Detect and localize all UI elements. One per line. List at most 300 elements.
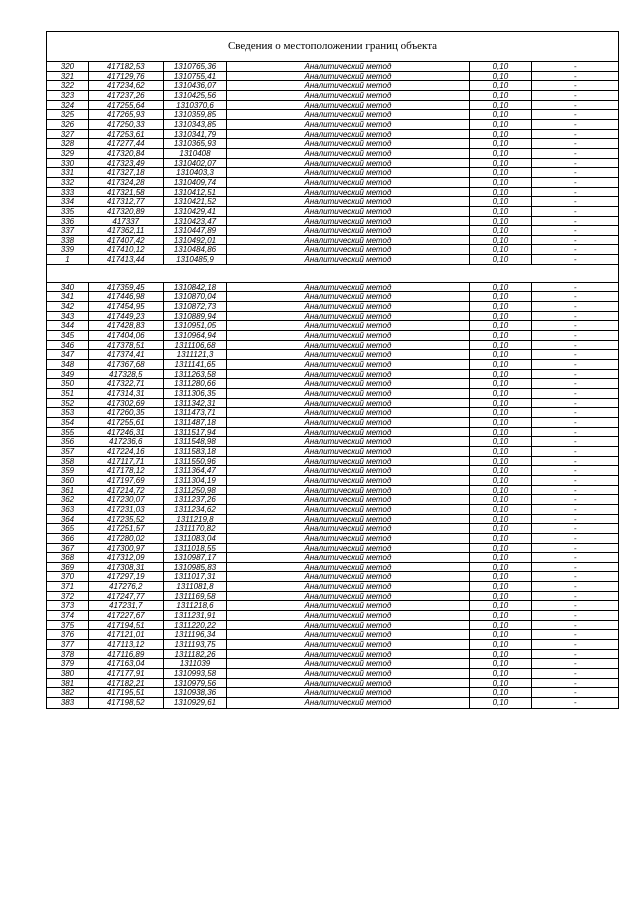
point-number-cell: 370 — [47, 572, 89, 581]
point-number-cell: 346 — [47, 341, 89, 350]
x-coordinate-cell: 417407,42 — [89, 236, 164, 245]
x-coordinate-cell: 417327,18 — [89, 168, 164, 177]
x-coordinate-cell: 417237,26 — [89, 91, 164, 100]
point-number-cell: 363 — [47, 505, 89, 514]
accuracy-cell: 0,10 — [470, 168, 533, 177]
method-cell: Аналитический метод — [227, 611, 469, 620]
point-number-cell: 331 — [47, 168, 89, 177]
method-cell: Аналитический метод — [227, 62, 469, 71]
point-number-cell: 378 — [47, 650, 89, 659]
table-row — [47, 197, 618, 207]
table-row — [47, 592, 618, 602]
method-cell: Аналитический метод — [227, 101, 469, 110]
note-cell: - — [573, 601, 577, 611]
point-number-cell: 351 — [47, 389, 89, 398]
y-coordinate-cell: 1310889,94 — [164, 312, 228, 321]
accuracy-cell: 0,10 — [470, 553, 533, 562]
accuracy-cell: 0,10 — [470, 379, 533, 388]
method-cell: Аналитический метод — [227, 408, 469, 417]
table-row — [47, 149, 618, 159]
method-cell: Аналитический метод — [227, 370, 469, 379]
point-number-cell: 372 — [47, 592, 89, 601]
x-coordinate-cell: 417116,89 — [89, 650, 164, 659]
table-row — [47, 379, 618, 389]
point-number-cell: 374 — [47, 611, 89, 620]
note-cell: - — [573, 119, 577, 129]
table-row — [47, 601, 618, 611]
accuracy-cell: 0,10 — [470, 572, 533, 581]
method-cell: Аналитический метод — [227, 601, 469, 610]
y-coordinate-cell: 1311039 — [164, 659, 228, 668]
table-row — [47, 640, 618, 650]
table-row — [47, 110, 618, 120]
y-coordinate-cell: 1311121,3 — [164, 350, 228, 359]
x-coordinate-cell: 417121,01 — [89, 630, 164, 639]
y-coordinate-cell: 1311083,04 — [164, 534, 228, 543]
accuracy-cell: 0,10 — [470, 399, 533, 408]
method-cell: Аналитический метод — [227, 217, 469, 226]
point-number-cell: 366 — [47, 534, 89, 543]
note-cell: - — [573, 698, 577, 707]
table-row — [47, 457, 618, 467]
x-coordinate-cell: 417321,58 — [89, 188, 164, 197]
y-coordinate-cell: 1311017,31 — [164, 572, 228, 581]
table-row — [47, 178, 618, 188]
point-number-cell: 362 — [47, 495, 89, 504]
note-cell: - — [573, 206, 577, 216]
accuracy-cell: 0,10 — [470, 370, 533, 379]
method-cell: Аналитический метод — [227, 698, 469, 708]
method-cell: Аналитический метод — [227, 476, 469, 485]
table-row — [47, 399, 618, 409]
y-coordinate-cell: 1311548,98 — [164, 437, 228, 446]
coordinates-table — [47, 62, 618, 708]
y-coordinate-cell: 1311263,58 — [164, 370, 228, 379]
y-coordinate-cell: 1311196,34 — [164, 630, 228, 639]
y-coordinate-cell: 1311364,47 — [164, 466, 228, 475]
accuracy-cell: 0,10 — [470, 236, 533, 245]
x-coordinate-cell: 417302,69 — [89, 399, 164, 408]
note-cell: - — [573, 216, 577, 226]
x-coordinate-cell: 417454,95 — [89, 302, 164, 311]
accuracy-cell: 0,10 — [470, 62, 533, 71]
y-coordinate-cell: 1311170,82 — [164, 524, 228, 533]
y-coordinate-cell: 1310993,58 — [164, 669, 228, 678]
x-coordinate-cell: 417413,44 — [89, 255, 164, 264]
point-number-cell: 359 — [47, 466, 89, 475]
accuracy-cell: 0,10 — [470, 582, 533, 591]
table-row — [47, 495, 618, 505]
x-coordinate-cell: 417197,69 — [89, 476, 164, 485]
table-row — [47, 572, 618, 582]
point-number-cell: 377 — [47, 640, 89, 649]
note-cell: - — [573, 282, 577, 292]
note-cell: - — [573, 129, 577, 139]
x-coordinate-cell: 417359,45 — [89, 283, 164, 292]
table-row — [47, 698, 618, 708]
table-row — [47, 226, 618, 236]
point-number-cell: 380 — [47, 669, 89, 678]
method-cell: Аналитический метод — [227, 226, 469, 235]
method-cell: Аналитический метод — [227, 236, 469, 245]
y-coordinate-cell: 1311280,66 — [164, 379, 228, 388]
coordinates-document — [46, 31, 619, 709]
point-number-cell: 358 — [47, 457, 89, 466]
table-row — [47, 360, 618, 370]
table-row — [47, 62, 618, 72]
accuracy-cell: 0,10 — [470, 321, 533, 330]
accuracy-cell: 0,10 — [470, 688, 533, 697]
method-cell: Аналитический метод — [227, 630, 469, 639]
method-cell: Аналитический метод — [227, 679, 469, 688]
y-coordinate-cell: 1311517,94 — [164, 428, 228, 437]
accuracy-cell: 0,10 — [470, 495, 533, 504]
method-cell: Аналитический метод — [227, 178, 469, 187]
accuracy-cell: 0,10 — [470, 621, 533, 630]
accuracy-cell: 0,10 — [470, 457, 533, 466]
table-row — [47, 553, 618, 563]
point-number-cell: 364 — [47, 515, 89, 524]
accuracy-cell: 0,10 — [470, 534, 533, 543]
table-row — [47, 418, 618, 428]
method-cell: Аналитический метод — [227, 659, 469, 668]
note-cell: - — [573, 245, 577, 255]
x-coordinate-cell: 417428,83 — [89, 321, 164, 330]
y-coordinate-cell: 1310929,61 — [164, 698, 228, 708]
note-cell: - — [573, 311, 577, 321]
method-cell: Аналитический метод — [227, 418, 469, 427]
method-cell: Аналитический метод — [227, 669, 469, 678]
method-cell: Аналитический метод — [227, 360, 469, 369]
x-coordinate-cell: 417374,41 — [89, 350, 164, 359]
point-number-cell: 347 — [47, 350, 89, 359]
y-coordinate-cell: 1311106,68 — [164, 341, 228, 350]
x-coordinate-cell: 417182,53 — [89, 62, 164, 71]
accuracy-cell: 0,10 — [470, 312, 533, 321]
table-row — [47, 582, 618, 592]
y-coordinate-cell: 1311237,26 — [164, 495, 228, 504]
point-number-cell: 348 — [47, 360, 89, 369]
note-cell: - — [573, 398, 577, 408]
accuracy-cell: 0,10 — [470, 207, 533, 216]
y-coordinate-cell: 1310421,52 — [164, 197, 228, 206]
x-coordinate-cell: 417247,77 — [89, 592, 164, 601]
method-cell: Аналитический метод — [227, 688, 469, 697]
y-coordinate-cell: 1311583,18 — [164, 447, 228, 456]
point-number-cell: 341 — [47, 292, 89, 301]
y-coordinate-cell: 1310938,36 — [164, 688, 228, 697]
point-number-cell: 323 — [47, 91, 89, 100]
method-cell: Аналитический метод — [227, 544, 469, 553]
note-cell: - — [573, 475, 577, 485]
table-row — [47, 524, 618, 534]
table-row — [47, 688, 618, 698]
y-coordinate-cell: 1311231,91 — [164, 611, 228, 620]
table-row — [47, 630, 618, 640]
x-coordinate-cell: 417129,76 — [89, 72, 164, 81]
x-coordinate-cell: 417308,31 — [89, 563, 164, 572]
x-coordinate-cell: 417235,52 — [89, 515, 164, 524]
note-cell: - — [573, 553, 577, 562]
point-number-cell: 356 — [47, 437, 89, 446]
x-coordinate-cell: 417378,51 — [89, 341, 164, 350]
accuracy-cell: 0,10 — [470, 110, 533, 119]
note-cell: - — [573, 302, 577, 311]
note-cell: - — [573, 168, 577, 177]
table-row — [47, 408, 618, 418]
note-cell: - — [573, 360, 577, 369]
method-cell: Аналитический метод — [227, 592, 469, 601]
method-cell: Аналитический метод — [227, 120, 469, 129]
x-coordinate-cell: 417322,71 — [89, 379, 164, 388]
method-cell: Аналитический метод — [227, 283, 469, 292]
y-coordinate-cell: 1310870,04 — [164, 292, 228, 301]
table-row — [47, 621, 618, 631]
point-number-cell: 322 — [47, 81, 89, 90]
note-cell: - — [573, 485, 577, 495]
accuracy-cell: 0,10 — [470, 592, 533, 601]
accuracy-cell: 0,10 — [470, 669, 533, 678]
y-coordinate-cell: 1310359,85 — [164, 110, 228, 119]
point-number-cell: 361 — [47, 486, 89, 495]
note-cell: - — [573, 139, 577, 148]
y-coordinate-cell: 1310408 — [164, 149, 228, 158]
accuracy-cell: 0,10 — [470, 544, 533, 553]
table-row — [47, 515, 618, 525]
accuracy-cell: 0,10 — [470, 630, 533, 639]
note-cell: - — [573, 456, 577, 466]
y-coordinate-cell: 1310425,56 — [164, 91, 228, 100]
accuracy-cell: 0,10 — [470, 283, 533, 292]
method-cell: Аналитический метод — [227, 130, 469, 139]
accuracy-cell: 0,10 — [470, 81, 533, 90]
note-cell: - — [573, 649, 577, 659]
method-cell: Аналитический метод — [227, 139, 469, 148]
y-coordinate-cell: 1311487,18 — [164, 418, 228, 427]
point-number-cell: 333 — [47, 188, 89, 197]
x-coordinate-cell: 417276,2 — [89, 582, 164, 591]
x-coordinate-cell: 417250,33 — [89, 120, 164, 129]
accuracy-cell: 0,10 — [470, 601, 533, 610]
accuracy-cell: 0,10 — [470, 101, 533, 110]
table-row — [47, 255, 618, 265]
accuracy-cell: 0,10 — [470, 159, 533, 168]
point-number-cell: 368 — [47, 553, 89, 562]
method-cell: Аналитический метод — [227, 572, 469, 581]
table-row — [47, 428, 618, 438]
y-coordinate-cell: 1310409,74 — [164, 178, 228, 187]
point-number-cell: 350 — [47, 379, 89, 388]
point-number-cell: 375 — [47, 621, 89, 630]
y-coordinate-cell: 1311219,8 — [164, 515, 228, 524]
point-number-cell: 373 — [47, 601, 89, 610]
accuracy-cell: 0,10 — [470, 130, 533, 139]
table-row — [47, 139, 618, 149]
point-number-cell: 342 — [47, 302, 89, 311]
method-cell: Аналитический метод — [227, 321, 469, 330]
note-cell: - — [573, 533, 577, 543]
accuracy-cell: 0,10 — [470, 331, 533, 340]
x-coordinate-cell: 417234,62 — [89, 81, 164, 90]
accuracy-cell: 0,10 — [470, 120, 533, 129]
point-number-cell: 325 — [47, 110, 89, 119]
x-coordinate-cell: 417177,91 — [89, 669, 164, 678]
point-number-cell: 343 — [47, 312, 89, 321]
point-number-cell: 338 — [47, 236, 89, 245]
note-cell: - — [573, 321, 577, 331]
method-cell: Аналитический метод — [227, 553, 469, 562]
table-row — [47, 659, 618, 669]
point-number-cell: 321 — [47, 72, 89, 81]
y-coordinate-cell: 1311342,31 — [164, 399, 228, 408]
note-cell: - — [573, 197, 577, 206]
accuracy-cell: 0,10 — [470, 408, 533, 417]
y-coordinate-cell: 1310492,01 — [164, 236, 228, 245]
accuracy-cell: 0,10 — [470, 650, 533, 659]
table-row — [47, 130, 618, 140]
method-cell: Аналитический метод — [227, 168, 469, 177]
x-coordinate-cell: 417224,16 — [89, 447, 164, 456]
method-cell: Аналитический метод — [227, 331, 469, 340]
note-cell: - — [573, 504, 577, 514]
y-coordinate-cell: 1310872,73 — [164, 302, 228, 311]
point-number-cell: 332 — [47, 178, 89, 187]
table-row — [47, 447, 618, 457]
note-cell: - — [573, 437, 577, 446]
table-row — [47, 679, 618, 689]
y-coordinate-cell: 1311218,6 — [164, 601, 228, 610]
method-cell: Аналитический метод — [227, 505, 469, 514]
y-coordinate-cell: 1310765,36 — [164, 62, 228, 71]
x-coordinate-cell: 417265,93 — [89, 110, 164, 119]
contour-separator — [47, 265, 618, 283]
x-coordinate-cell: 417255,61 — [89, 418, 164, 427]
note-cell: - — [573, 543, 577, 553]
accuracy-cell: 0,10 — [470, 524, 533, 533]
x-coordinate-cell: 417312,77 — [89, 197, 164, 206]
method-cell: Аналитический метод — [227, 91, 469, 100]
note-cell: - — [573, 495, 577, 504]
point-number-cell: 353 — [47, 408, 89, 417]
y-coordinate-cell: 1310403,3 — [164, 168, 228, 177]
accuracy-cell: 0,10 — [470, 447, 533, 456]
note-cell: - — [573, 187, 577, 197]
x-coordinate-cell: 417255,64 — [89, 101, 164, 110]
accuracy-cell: 0,10 — [470, 302, 533, 311]
note-cell: - — [573, 350, 577, 360]
y-coordinate-cell: 1310485,9 — [164, 255, 228, 264]
note-cell: - — [573, 235, 577, 245]
accuracy-cell: 0,10 — [470, 292, 533, 301]
y-coordinate-cell: 1311306,35 — [164, 389, 228, 398]
table-row — [47, 505, 618, 515]
accuracy-cell: 0,10 — [470, 91, 533, 100]
note-cell: - — [573, 62, 577, 71]
table-row — [47, 120, 618, 130]
point-number-cell: 382 — [47, 688, 89, 697]
note-cell: - — [573, 466, 577, 475]
x-coordinate-cell: 417236,6 — [89, 437, 164, 446]
table-row — [47, 466, 618, 476]
table-row — [47, 91, 618, 101]
y-coordinate-cell: 1310987,17 — [164, 553, 228, 562]
x-coordinate-cell: 417328,5 — [89, 370, 164, 379]
table-row — [47, 669, 618, 679]
point-number-cell: 371 — [47, 582, 89, 591]
x-coordinate-cell: 417163,04 — [89, 659, 164, 668]
accuracy-cell: 0,10 — [470, 139, 533, 148]
note-cell: - — [573, 630, 577, 640]
x-coordinate-cell: 417260,35 — [89, 408, 164, 417]
y-coordinate-cell: 1311304,19 — [164, 476, 228, 485]
accuracy-cell: 0,10 — [470, 476, 533, 485]
note-cell: - — [573, 611, 577, 620]
point-number-cell: 339 — [47, 245, 89, 254]
table-row — [47, 350, 618, 360]
note-cell: - — [573, 158, 577, 168]
y-coordinate-cell: 1310842,18 — [164, 283, 228, 292]
method-cell: Аналитический метод — [227, 159, 469, 168]
table-row — [47, 292, 618, 302]
accuracy-cell: 0,10 — [470, 640, 533, 649]
note-cell: - — [573, 292, 577, 302]
note-cell: - — [573, 255, 577, 264]
accuracy-cell: 0,10 — [470, 255, 533, 264]
method-cell: Аналитический метод — [227, 437, 469, 446]
x-coordinate-cell: 417410,12 — [89, 245, 164, 254]
method-cell: Аналитический метод — [227, 428, 469, 437]
x-coordinate-cell: 417323,49 — [89, 159, 164, 168]
note-cell: - — [573, 514, 577, 524]
point-number-cell: 1 — [47, 255, 89, 264]
method-cell: Аналитический метод — [227, 292, 469, 301]
accuracy-cell: 0,10 — [470, 466, 533, 475]
x-coordinate-cell: 417214,72 — [89, 486, 164, 495]
x-coordinate-cell: 417227,67 — [89, 611, 164, 620]
note-cell: - — [573, 90, 577, 100]
accuracy-cell: 0,10 — [470, 245, 533, 254]
accuracy-cell: 0,10 — [470, 197, 533, 206]
table-row — [47, 188, 618, 198]
x-coordinate-cell: 417117,71 — [89, 457, 164, 466]
y-coordinate-cell: 1310402,07 — [164, 159, 228, 168]
point-number-cell: 352 — [47, 399, 89, 408]
y-coordinate-cell: 1310341,79 — [164, 130, 228, 139]
y-coordinate-cell: 1310429,41 — [164, 207, 228, 216]
y-coordinate-cell: 1311193,75 — [164, 640, 228, 649]
accuracy-cell: 0,10 — [470, 360, 533, 369]
note-cell: - — [573, 427, 577, 437]
x-coordinate-cell: 417246,31 — [89, 428, 164, 437]
accuracy-cell: 0,10 — [470, 563, 533, 572]
table-row — [47, 245, 618, 255]
y-coordinate-cell: 1311550,96 — [164, 457, 228, 466]
y-coordinate-cell: 1310964,94 — [164, 331, 228, 340]
point-number-cell: 383 — [47, 698, 89, 708]
point-number-cell: 376 — [47, 630, 89, 639]
y-coordinate-cell: 1310755,41 — [164, 72, 228, 81]
accuracy-cell: 0,10 — [470, 659, 533, 668]
method-cell: Аналитический метод — [227, 563, 469, 572]
accuracy-cell: 0,10 — [470, 226, 533, 235]
method-cell: Аналитический метод — [227, 389, 469, 398]
x-coordinate-cell: 417113,12 — [89, 640, 164, 649]
x-coordinate-cell: 417337 — [89, 217, 164, 226]
x-coordinate-cell: 417231,7 — [89, 601, 164, 610]
y-coordinate-cell: 1311018,55 — [164, 544, 228, 553]
point-number-cell: 365 — [47, 524, 89, 533]
table-row — [47, 302, 618, 312]
